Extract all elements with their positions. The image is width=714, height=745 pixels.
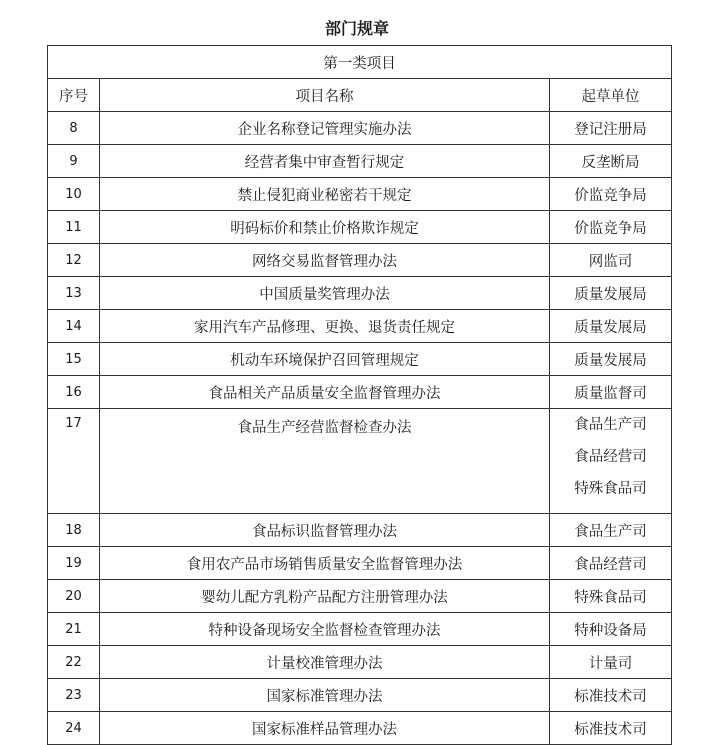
row-name: 经营者集中审查暂行规定 (100, 145, 550, 178)
row-seq: 14 (48, 310, 100, 343)
row-unit: 质量发展局 (550, 310, 672, 343)
table-row (48, 646, 672, 679)
column-header-seq: 序号 (48, 79, 100, 112)
row-name: 食品相关产品质量安全监督管理办法 (100, 376, 550, 409)
row-name: 国家标准样品管理办法 (100, 712, 550, 745)
column-header-name: 项目名称 (100, 79, 550, 112)
table-row (48, 613, 672, 646)
table-row (48, 580, 672, 613)
row-name: 机动车环境保护召回管理规定 (100, 343, 550, 376)
row-unit: 计量司 (550, 646, 672, 679)
page-title: 部门规章 (324, 19, 389, 38)
table-row (48, 376, 672, 409)
row-seq: 9 (48, 145, 100, 178)
row-unit: 标准技术司 (550, 679, 672, 712)
table-row (48, 409, 672, 514)
row-unit: 食品经营司 (550, 547, 672, 580)
row-unit: 标准技术司 (550, 712, 672, 745)
row-name: 食用农产品市场销售质量安全监督管理办法 (100, 547, 550, 580)
row-seq: 11 (48, 211, 100, 244)
table-row (48, 145, 672, 178)
row-unit-item: 食品经营司 (574, 449, 647, 465)
table-row (48, 112, 672, 145)
table-row (48, 310, 672, 343)
row-unit: 质量发展局 (550, 277, 672, 310)
row-unit-item: 食品生产司 (574, 417, 647, 433)
row-name: 食品生产经营监督检查办法 (100, 409, 550, 514)
row-unit-item: 特殊食品司 (574, 481, 647, 497)
row-seq: 23 (48, 679, 100, 712)
row-seq: 24 (48, 712, 100, 745)
row-seq: 18 (48, 514, 100, 547)
table-row (48, 343, 672, 376)
row-name: 企业名称登记管理实施办法 (100, 112, 550, 145)
regulations-table (47, 45, 672, 745)
row-name: 食品标识监督管理办法 (100, 514, 550, 547)
table-row (48, 277, 672, 310)
table-row (48, 547, 672, 580)
table-row (48, 178, 672, 211)
row-name: 家用汽车产品修理、更换、退货责任规定 (100, 310, 550, 343)
row-seq: 16 (48, 376, 100, 409)
row-seq: 20 (48, 580, 100, 613)
row-unit: 价监竞争局 (550, 211, 672, 244)
table-row (48, 244, 672, 277)
row-seq: 19 (48, 547, 100, 580)
category-caption: 第一类项目 (48, 46, 672, 79)
row-unit: 网监司 (550, 244, 672, 277)
row-unit: 价监竞争局 (550, 178, 672, 211)
row-unit: 反垄断局 (550, 145, 672, 178)
row-seq: 10 (48, 178, 100, 211)
column-header-unit: 起草单位 (550, 79, 672, 112)
row-unit: 特种设备局 (550, 613, 672, 646)
row-unit (550, 409, 672, 514)
row-name: 中国质量奖管理办法 (100, 277, 550, 310)
row-seq: 15 (48, 343, 100, 376)
row-name: 婴幼儿配方乳粉产品配方注册管理办法 (100, 580, 550, 613)
row-seq: 8 (48, 112, 100, 145)
row-name: 网络交易监督管理办法 (100, 244, 550, 277)
row-name: 明码标价和禁止价格欺诈规定 (100, 211, 550, 244)
table-row (48, 679, 672, 712)
row-seq: 17 (48, 409, 100, 514)
row-seq: 21 (48, 613, 100, 646)
table-row (48, 211, 672, 244)
table-row (48, 712, 672, 745)
row-name: 计量校准管理办法 (100, 646, 550, 679)
table-row (48, 514, 672, 547)
row-unit: 食品生产司 (550, 514, 672, 547)
row-unit: 登记注册局 (550, 112, 672, 145)
row-unit: 质量监督司 (550, 376, 672, 409)
row-name: 特种设备现场安全监督检查管理办法 (100, 613, 550, 646)
row-unit: 特殊食品司 (550, 580, 672, 613)
row-name: 国家标准管理办法 (100, 679, 550, 712)
row-seq: 13 (48, 277, 100, 310)
row-name: 禁止侵犯商业秘密若干规定 (100, 178, 550, 211)
row-seq: 12 (48, 244, 100, 277)
row-unit: 质量发展局 (550, 343, 672, 376)
row-seq: 22 (48, 646, 100, 679)
